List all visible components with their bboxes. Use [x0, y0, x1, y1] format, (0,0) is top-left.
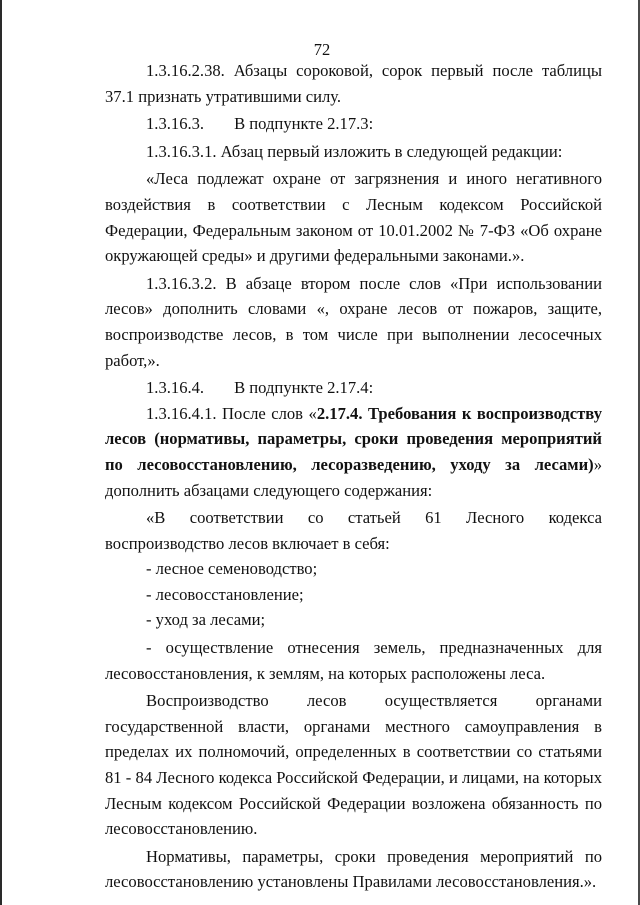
paragraph-reforestation-norms: Нормативы, параметры, сроки проведения мероприятий по лесовосстановлению установлены Правилами лесовосстановления.».: [105, 846, 602, 892]
clause-number: 1.3.16.4.: [146, 378, 205, 398]
clause-number: 1.3.16.3.: [146, 114, 205, 134]
paragraph-1-3-16-3: [105, 111, 602, 137]
paragraph-1-3-16-3-1: 1.3.16.3.1. Абзац первый изложить в следующей редакции:: [146, 141, 563, 161]
quoted-paragraph-article-61: «В соответствии со статьей 61 Лесного кодекса воспроизводство лесов включает в себя:: [105, 508, 602, 553]
list-item-land-assignment: - осуществление отнесения земель, предназначенных для лесовосстановления, к землям, на которых расположены леса.: [105, 638, 602, 683]
list-item-reforestation: - лесовосстановление;: [146, 584, 304, 604]
page-number: 72: [313, 40, 331, 59]
document-body: [105, 58, 602, 895]
paragraph-1-3-16-4-1: [105, 401, 602, 503]
list-item-forest-care: - уход за лесами;: [146, 610, 266, 630]
paragraph-1-3-16-4: [105, 375, 602, 401]
bold-heading-2-17-4: 2.17.4. Требования к воспроизводству лесов (нормативы, параметры, сроки проведения мероприятий по лесовосстановлению, лесоразведению, уходу за лесами): [105, 403, 602, 474]
quoted-paragraph-forest-protection: «Леса подлежат охране от загрязнения и иного негативного воздействия в соответствии с Лесным кодексом Российской Федерации, Федеральным законом от 10.01.2002 № 7-ФЗ «Об охране окружающей среды» и другими федеральными законами.».: [105, 169, 602, 266]
clause-text: В подпункте 2.17.3:: [234, 114, 374, 134]
paragraph-1-3-16-3-2: 1.3.16.3.2. В абзаце втором после слов «При использовании лесов» дополнить словами «, охране лесов от пожаров, защите, воспроизводстве лесов, в том числе при выполнении лесосечных работ,».: [105, 273, 602, 370]
paragraph-1-3-16-2-38: 1.3.16.2.38. Абзацы сороковой, сорок первый после таблицы 37.1 признать утратившими силу.: [105, 61, 602, 106]
list-item-seed-production: - лесное семеноводство;: [146, 559, 318, 579]
clause-text-end: » дополнить абзацами следующего содержания:: [105, 454, 602, 500]
clause-text: В подпункте 2.17.4:: [234, 378, 374, 398]
paragraph-reproduction-authorities: Воспроизводство лесов осуществляется органами государственной власти, органами местного самоуправления в пределах их полномочий, определенных в соответствии со статьями 81 - 84 Лесного кодекса Российской Федерации, и лицами, на которых Лесным кодексом Российской Федерации возложена обязанность по лесовосстановлению.: [105, 691, 602, 839]
clause-text-start: 1.3.16.4.1. После слов «: [146, 403, 317, 423]
